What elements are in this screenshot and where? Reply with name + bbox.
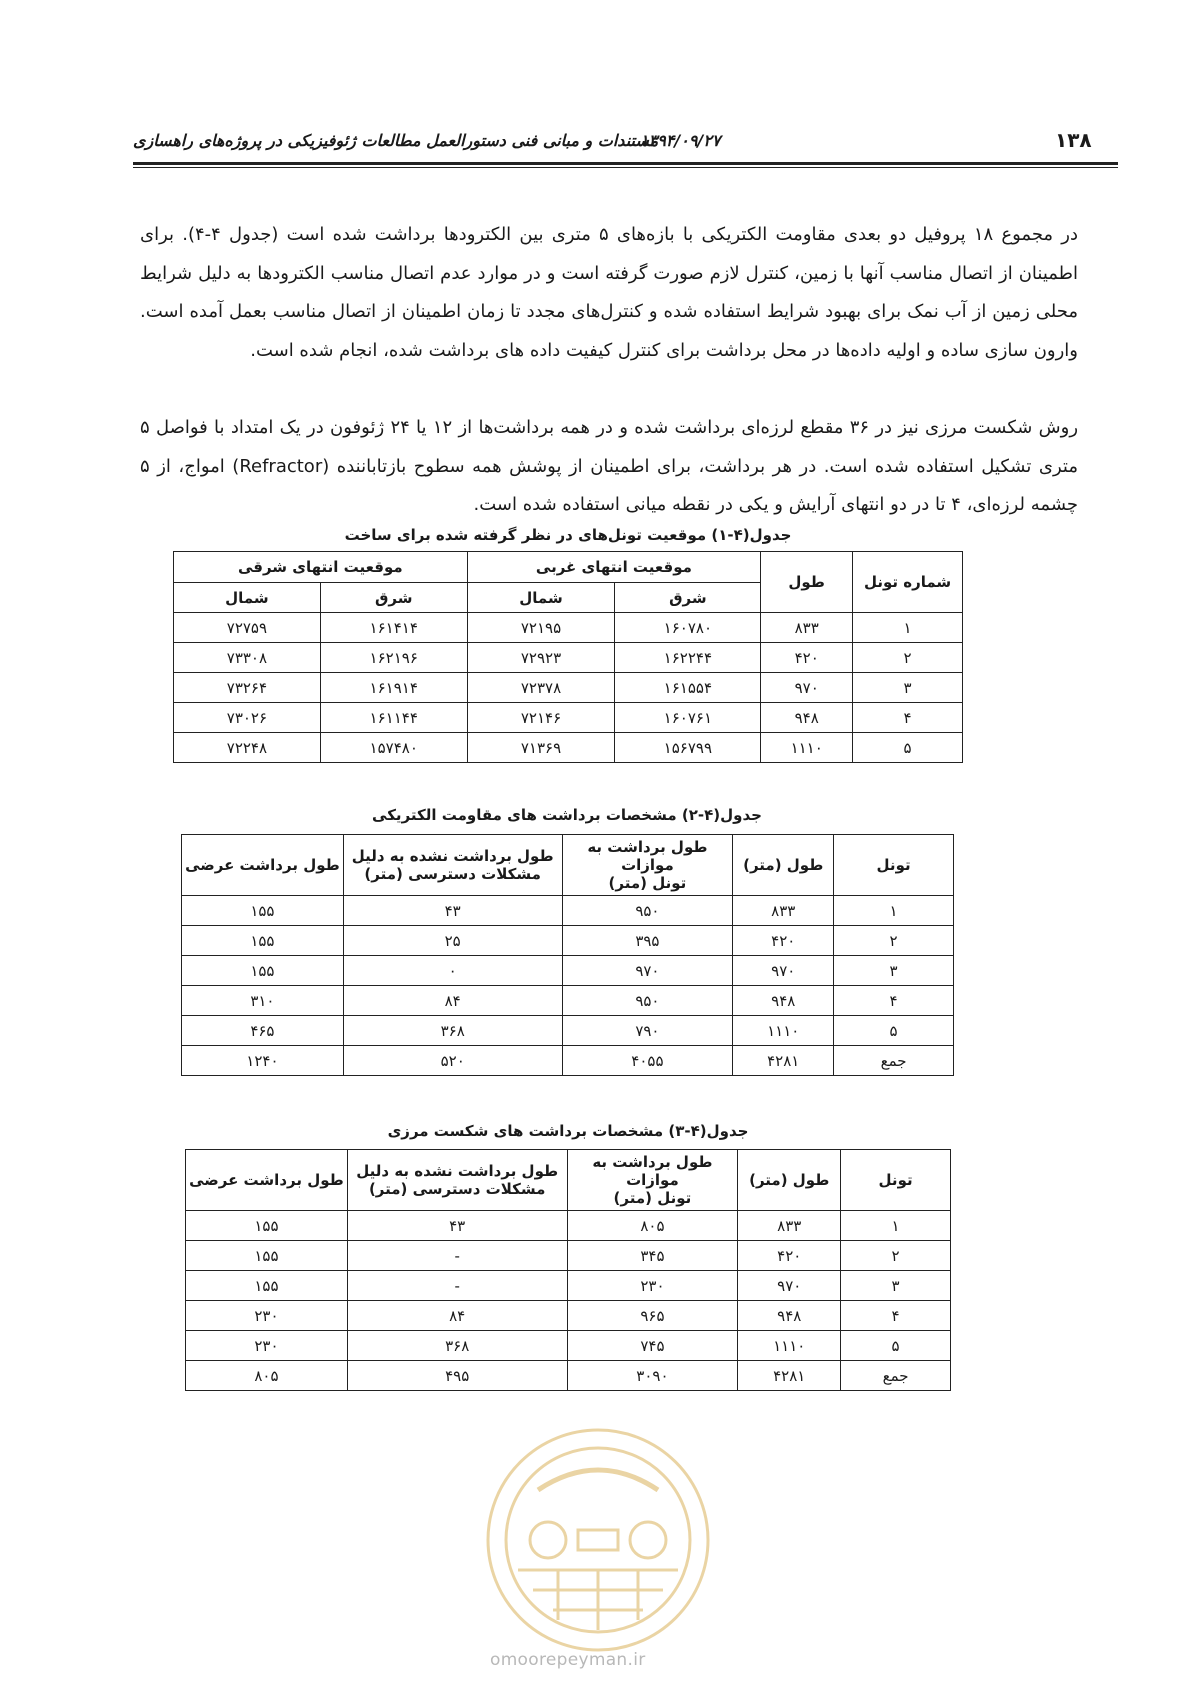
header-rule: [133, 162, 1118, 165]
table-cell: ۷۲۷۵۹: [174, 613, 321, 643]
header-length: طول (متر): [733, 835, 834, 896]
table-cell: ۴۳: [347, 1211, 567, 1241]
header-east: شرق: [615, 583, 761, 613]
table-cell: جمع: [834, 1046, 954, 1076]
header-rule-thin: [133, 167, 1118, 168]
table-cell: ۹۴۸: [733, 986, 834, 1016]
table-cell: ۱۵۵: [186, 1211, 348, 1241]
watermark-url: omoorepeyman.ir: [490, 1650, 646, 1670]
table-caption: جدول(۴-۳) مشخصات برداشت های شکست مرزی: [387, 1122, 749, 1140]
table-cell: ۹۷۰: [738, 1271, 841, 1301]
table-cell: ۴۲۰: [738, 1241, 841, 1271]
table-cell: ۱۶۱۱۴۴: [320, 703, 467, 733]
table-cell: ۹۴۸: [738, 1301, 841, 1331]
header-not-taken-length: [343, 835, 562, 896]
header-transverse-length: طول برداشت عرضی: [186, 1150, 348, 1211]
header-line: طول برداشت نشده به دلیل: [356, 1162, 559, 1180]
table-cell: ۱۵۵: [186, 1271, 348, 1301]
table-cell: ۹۷۰: [761, 673, 853, 703]
table-cell: ۳۶۸: [347, 1331, 567, 1361]
header-north: شمال: [467, 583, 615, 613]
table-cell: ۴۶۵: [182, 1016, 344, 1046]
table-cell: ۷۴۵: [567, 1331, 738, 1361]
table-row: [186, 1241, 951, 1271]
header-north: شمال: [174, 583, 321, 613]
header-line: طول برداشت به موازات: [587, 838, 708, 874]
table-caption: جدول(۴-۱) موقعیت تونل‌های در نظر گرفته شده برای ساخت: [344, 526, 792, 544]
table-cell: ۴۰۵۵: [562, 1046, 733, 1076]
table-cell: ۷۲۲۴۸: [174, 733, 321, 763]
table-cell: ۸۰۵: [186, 1361, 348, 1391]
table-cell: ۱: [841, 1211, 951, 1241]
table-cell: ۳: [853, 673, 963, 703]
table-cell: ۱۵۵: [186, 1241, 348, 1271]
table-cell: ۱۱۱۰: [738, 1331, 841, 1361]
table-cell: ۲۵: [343, 926, 562, 956]
table-cell: ۱۶۱۵۵۴: [615, 673, 761, 703]
table-row: [182, 986, 954, 1016]
table-row: [186, 1301, 951, 1331]
table-cell: ۴۹۵: [347, 1361, 567, 1391]
table-cell: ۴: [853, 703, 963, 733]
header-east: شرق: [320, 583, 467, 613]
table-cell: ۹۴۸: [761, 703, 853, 733]
table-caption: جدول(۴-۲) مشخصات برداشت های مقاومت الکتریکی: [372, 806, 762, 824]
table-cell: ۳: [834, 956, 954, 986]
header-parallel-length: [567, 1150, 738, 1211]
table-cell: ۵۲۰: [343, 1046, 562, 1076]
table-cell: ۳۹۵: [562, 926, 733, 956]
table-row: [182, 1016, 954, 1046]
table-cell: ۴۲۰: [761, 643, 853, 673]
table-cell: ۸۴: [343, 986, 562, 1016]
table-cell: ۷۱۳۶۹: [467, 733, 615, 763]
table-cell: ۳۶۸: [343, 1016, 562, 1046]
table-cell: ۳۴۵: [567, 1241, 738, 1271]
table-cell: ۱۵۶۷۹۹: [615, 733, 761, 763]
paragraph: در مجموع ۱۸ پروفیل دو بعدی مقاومت الکتریکی با بازه‌های ۵ متری بین الکترودها برداشت شده است (جدول ۴-۴). برای اطمینان از اتصال مناسب آنها با زمین، کنترل لازم صورت گرفته است و در موارد عدم اتصال مناسب الکترودها به دلیل شرایط محلی زمین از آب نمک برای بهبود شرایط استفاده شده و کنترل‌های مجدد تا زمان اطمینان از اتصال مناسب بعمل آمده است. وارون سازی ساده و اولیه داده‌ها در محل برداشت برای کنترل کیفیت داده های برداشت شده، انجام شده است.: [140, 224, 1078, 361]
table-row: [186, 1211, 951, 1241]
table-cell: ۸۳۳: [761, 613, 853, 643]
watermark-seal-logo: [478, 1420, 718, 1660]
table-cell: ۴۳: [343, 896, 562, 926]
refraction-survey-table: [185, 1149, 951, 1391]
table-cell: ۸۳۳: [733, 896, 834, 926]
table-cell: ۱۶۰۷۸۰: [615, 613, 761, 643]
table-cell: ۱۶۲۲۴۴: [615, 643, 761, 673]
table-cell: ۴: [841, 1301, 951, 1331]
header-tunnel-number: شماره تونل: [853, 552, 963, 613]
table-row: [182, 926, 954, 956]
header-tunnel: تونل: [834, 835, 954, 896]
table-row: [182, 1046, 954, 1076]
table-cell: ۲۳۰: [567, 1271, 738, 1301]
table-cell: ۴۲۸۱: [733, 1046, 834, 1076]
table-cell: ۸۰۵: [567, 1211, 738, 1241]
table-cell: ۲: [834, 926, 954, 956]
table-cell: ۱۱۱۰: [761, 733, 853, 763]
table-cell: ۹۷۰: [562, 956, 733, 986]
table-cell: ۲۳۰: [186, 1301, 348, 1331]
table-row: [182, 956, 954, 986]
table-row: [182, 896, 954, 926]
table-cell: ۳۰۹۰: [567, 1361, 738, 1391]
table-cell: ۱۵۵: [182, 896, 344, 926]
table-cell: ۱۲۴۰: [182, 1046, 344, 1076]
table-cell: ۷۲۱۹۵: [467, 613, 615, 643]
table-cell: ۷۲۳۷۸: [467, 673, 615, 703]
header-title: مستندات و مبانی فنی دستورالعمل مطالعات ژئوفیزیکی در پروژه‌های راهسازی: [133, 131, 659, 150]
table-cell: ۱۶۲۱۹۶: [320, 643, 467, 673]
table-cell: ۴۲۸۱: [738, 1361, 841, 1391]
header-line: طول برداشت به موازات: [592, 1153, 713, 1189]
table-cell: -: [347, 1271, 567, 1301]
table-cell: ۱۵۵: [182, 926, 344, 956]
header-transverse-length: طول برداشت عرضی: [182, 835, 344, 896]
header-east-end: موقعیت انتهای شرقی: [174, 552, 468, 583]
table-cell: ۹۶۵: [567, 1301, 738, 1331]
table-cell: ۸۴: [347, 1301, 567, 1331]
table-cell: ۳۱۰: [182, 986, 344, 1016]
table-cell: ۳: [841, 1271, 951, 1301]
table-row: [186, 1331, 951, 1361]
table-row: [174, 673, 963, 703]
table-cell: ۲۳۰: [186, 1331, 348, 1361]
header-line: مشکلات دسترسی (متر): [368, 1180, 546, 1198]
table-cell: ۴: [834, 986, 954, 1016]
header-tunnel: تونل: [841, 1150, 951, 1211]
table-cell: ۱۶۱۹۱۴: [320, 673, 467, 703]
table-cell: ۷۳۲۶۴: [174, 673, 321, 703]
header-line: طول برداشت نشده به دلیل: [351, 847, 554, 865]
header-parallel-length: [562, 835, 733, 896]
table-cell: ۱۵۷۴۸۰: [320, 733, 467, 763]
table-cell: ۸۳۳: [738, 1211, 841, 1241]
table-cell: ۰: [343, 956, 562, 986]
table-cell: ۱: [834, 896, 954, 926]
paragraph: روش شکست مرزی نیز در ۳۶ مقطع لرزه‌ای برداشت شده و در همه برداشت‌ها از ۱۲ یا ۲۴ ژئوفون در یک امتداد با فواصل ۵ متری تشکیل استفاده شده است. در هر برداشت، برای اطمینان از پوشش همه سطوح بازتاباننده (Refractor) امواج، از ۵ چشمه لرزه‌ای، ۴ تا در دو انتهای آرایش و یکی در نقطه میانی استفاده شده است.: [140, 417, 1079, 515]
table-cell: جمع: [841, 1361, 951, 1391]
header-length: طول (متر): [738, 1150, 841, 1211]
header-date: ۱۳۹۴/۰۹/۲۷: [640, 131, 721, 150]
table-cell: ۷۳۳۰۸: [174, 643, 321, 673]
header-line: تونل (متر): [608, 874, 687, 892]
header-line: تونل (متر): [613, 1189, 692, 1207]
table-cell: ۵: [853, 733, 963, 763]
table-cell: ۱: [853, 613, 963, 643]
header-length: طول: [761, 552, 853, 613]
table-row: [186, 1271, 951, 1301]
table-cell: ۷۲۱۴۶: [467, 703, 615, 733]
table-cell: ۵: [834, 1016, 954, 1046]
tunnel-locations-table: [173, 551, 963, 763]
header-line: مشکلات دسترسی (متر): [364, 865, 541, 883]
table-cell: ۹۵۰: [562, 986, 733, 1016]
table-cell: ۷۳۰۲۶: [174, 703, 321, 733]
resistivity-survey-table: [181, 834, 954, 1076]
table-cell: -: [347, 1241, 567, 1271]
table-row: [174, 613, 963, 643]
table-cell: ۱۶۱۴۱۴: [320, 613, 467, 643]
table-cell: ۷۹۰: [562, 1016, 733, 1046]
table-cell: ۹۵۰: [562, 896, 733, 926]
table-row: [186, 1361, 951, 1391]
header-west-end: موقعیت انتهای غربی: [467, 552, 761, 583]
table-cell: ۱۵۵: [182, 956, 344, 986]
table-cell: ۲: [841, 1241, 951, 1271]
table-cell: ۹۷۰: [733, 956, 834, 986]
table-row: [174, 643, 963, 673]
header-not-taken-length: [347, 1150, 567, 1211]
table-cell: ۱۱۱۰: [733, 1016, 834, 1046]
table-cell: ۷۲۹۲۳: [467, 643, 615, 673]
table-row: [174, 703, 963, 733]
table-cell: ۲: [853, 643, 963, 673]
table-row: [174, 733, 963, 763]
page-number: ۱۳۸: [1055, 128, 1092, 152]
table-cell: ۱۶۰۷۶۱: [615, 703, 761, 733]
table-cell: ۴۲۰: [733, 926, 834, 956]
table-cell: ۵: [841, 1331, 951, 1361]
